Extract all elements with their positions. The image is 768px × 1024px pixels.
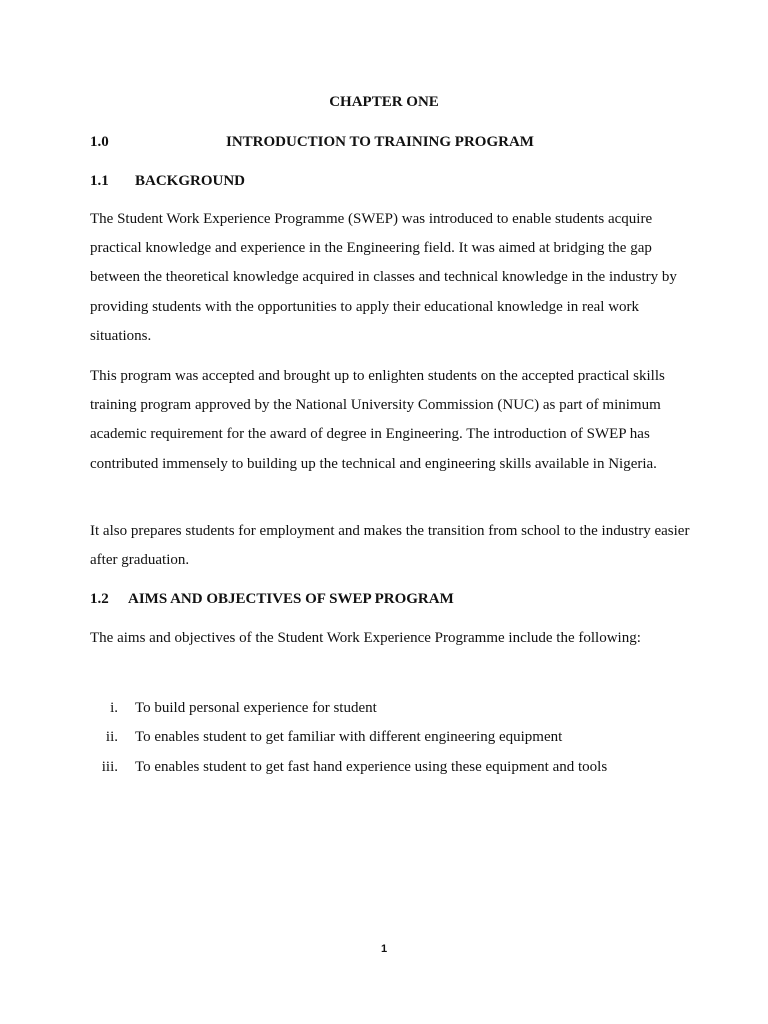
list-item-text: To build personal experience for student bbox=[135, 700, 377, 716]
objectives-list bbox=[90, 694, 730, 782]
section-title: AIMS AND OBJECTIVES OF SWEP PROGRAM bbox=[128, 591, 454, 607]
objectives-intro-paragraph: The aims and objectives of the Student Work Experience Programme include the following: bbox=[90, 630, 641, 646]
section-heading-1-2 bbox=[90, 591, 454, 608]
page-number: 1 bbox=[380, 943, 388, 955]
section-number: 1.2 bbox=[90, 591, 109, 607]
section-heading-1-1 bbox=[90, 173, 245, 190]
list-item bbox=[90, 694, 730, 723]
list-item-text: To enables student to get familiar with different engineering equipment bbox=[135, 729, 563, 746]
chapter-title: CHAPTER ONE bbox=[329, 94, 439, 110]
list-item bbox=[90, 723, 730, 752]
section-title: INTRODUCTION TO TRAINING PROGRAM bbox=[226, 134, 534, 150]
list-marker: iii. bbox=[101, 758, 118, 775]
background-paragraph-3: It also prepares students for employment and makes the transition from school to the industry easier after graduation. bbox=[90, 523, 690, 569]
section-number: 1.0 bbox=[90, 134, 109, 150]
list-marker: i. bbox=[110, 700, 118, 716]
background-paragraph-2: This program was accepted and brought up to enlighten students on the accepted practical skills training program approved by the National University Commission (NUC) as part of minimum academic requirement for the award of degree in Engineering. The introduction of SWEP has contributed immensely to building up the technical and engineering skills available in Nigeria. bbox=[90, 368, 665, 472]
list-marker: ii. bbox=[105, 729, 118, 746]
section-heading-1-0 bbox=[90, 134, 534, 151]
background-paragraph-1: The Student Work Experience Programme (SWEP) was introduced to enable students acquire practical knowledge and experience in the Engineering field. It was aimed at bridging the gap between the theoretical knowledge acquired in classes and technical knowledge in the industry by providing students with the opportunities to apply their educational knowledge in real work situations. bbox=[90, 211, 677, 344]
list-item bbox=[90, 753, 730, 782]
section-title: BACKGROUND bbox=[135, 173, 246, 189]
list-item-text: To enables student to get fast hand experience using these equipment and tools bbox=[135, 758, 608, 775]
section-number: 1.1 bbox=[90, 173, 109, 189]
